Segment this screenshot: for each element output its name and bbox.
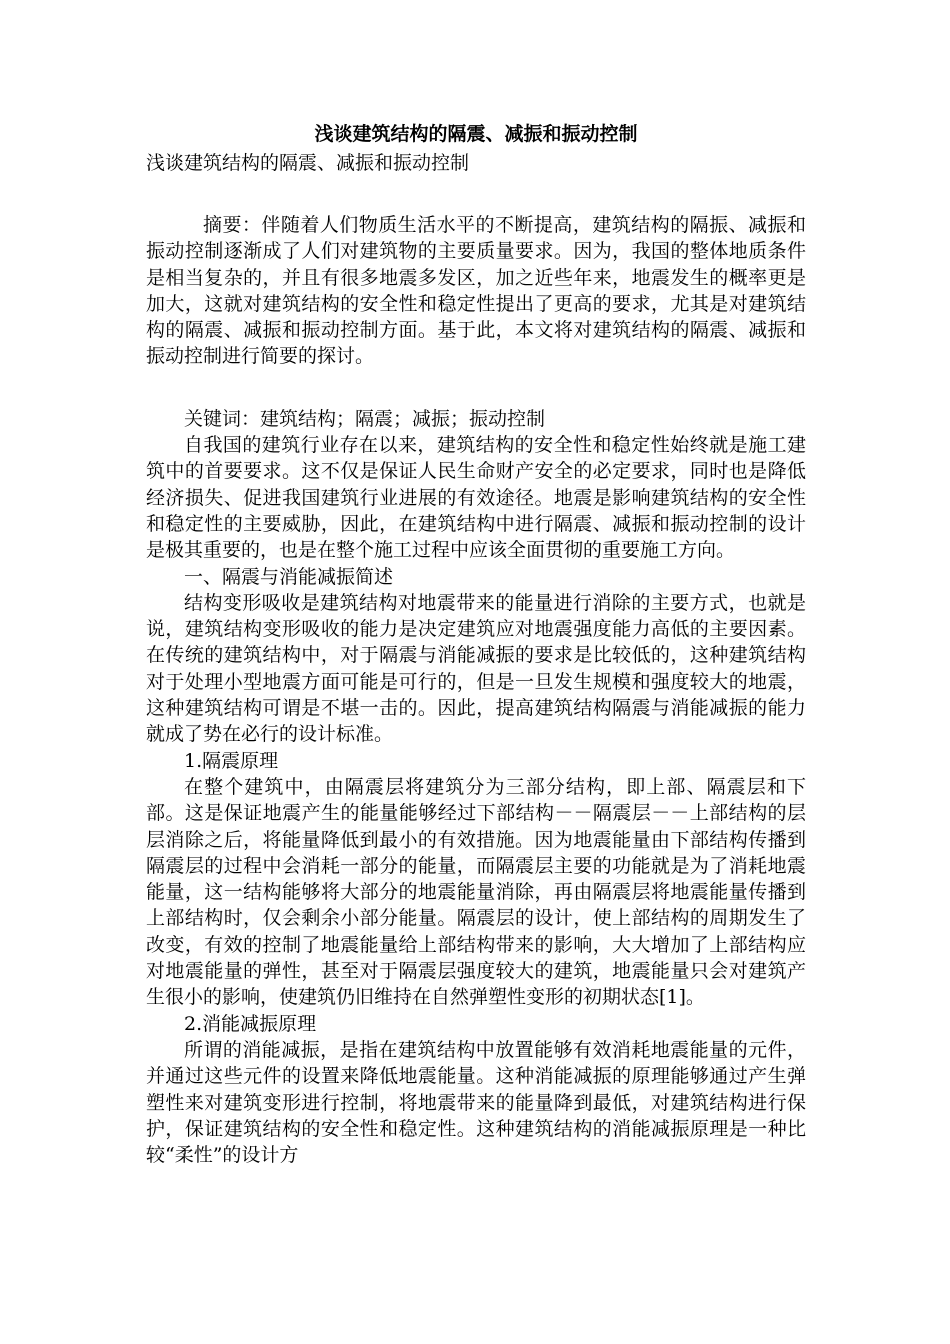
subsection-heading: 2.消能减振原理 — [184, 1012, 317, 1035]
keywords-line: 关键词：建筑结构；隔震；减振；振动控制 — [184, 407, 546, 430]
document-subtitle: 浅谈建筑结构的隔震、减振和振动控制 — [146, 152, 470, 174]
spacer — [146, 370, 806, 406]
section-heading: 一、隔震与消能减振简述 — [184, 565, 394, 588]
intro-paragraph: 自我国的建筑行业存在以来，建筑结构的安全性和稳定性始终就是施工建筑中的首要要求。这不仅是保证人民生命财产安全的必定要求，同时也是降低经济损失、促进我国建筑行业进展的有效途径。地震是影响建筑结构的安全性和稳定性的主要威胁，因此，在建筑结构中进行隔震、减振和振动控制的设计是极其重要的，也是在整个施工过程中应该全面贯彻的重要施工方向。 — [146, 434, 806, 562]
subsection-heading: 1.隔震原理 — [184, 749, 279, 772]
spacer — [146, 176, 806, 212]
section-paragraph: 结构变形吸收是建筑结构对地震带来的能量进行消除的主要方式，也就是说，建筑结构变形吸收的能力是决定建筑应对地震强度能力高低的主要因素。在传统的建筑结构中，对于隔震与消能减振的要求是比较低的，这种建筑结构对于处理小型地震方面可能是可行的，但是一旦发生规模和强度较大的地震，这种建筑结构可谓是不堪一击的。因此，提高建筑结构隔震与消能减振的能力就成了势在必行的设计标准。 — [146, 591, 806, 746]
abstract-paragraph: 摘要：伴随着人们物质生活水平的不断提高，建筑结构的隔振、减振和振动控制逐渐成了人们对建筑物的主要质量要求。因为，我国的整体地质条件是相当复杂的，并且有很多地震多发区，加之近些年来，地震发生的概率更是加大，这就对建筑结构的安全性和稳定性提出了更高的要求，尤其是对建筑结构的隔震、减振和振动控制方面。基于此，本文将对建筑结构的隔震、减振和振动控制进行简要的探讨。 — [146, 214, 806, 368]
document-page — [146, 118, 806, 1168]
subsection-paragraph: 在整个建筑中，由隔震层将建筑分为三部分结构，即上部、隔震层和下部。这是保证地震产生的能量能够经过下部结构－－隔震层－－上部结构的层层消除之后，将能量降低到最小的有效措施。因为地震能量由下部结构传播到隔震层的过程中会消耗一部分的能量，而隔震层主要的功能就是为了消耗地震能量，这一结构能够将大部分的地震能量消除，再由隔震层将地震能量传播到上部结构时，仅会剩余小部分能量。隔震层的设计，使上部结构的周期发生了改变，有效的控制了地震能量给上部结构带来的影响，大大增加了上部结构应对地震能量的弹性，甚至对于隔震层强度较大的建筑，地震能量只会对建筑产生很小的影响，使建筑仍旧维持在自然弹塑性变形的初期状态[1]。 — [146, 775, 806, 1009]
subsection-paragraph: 所谓的消能减振，是指在建筑结构中放置能够有效消耗地震能量的元件，并通过这些元件的设置来降低地震能量。这种消能减振的原理能够通过产生弹塑性来对建筑变形进行控制，将地震带来的能量降到最低，对建筑结构进行保护，保证建筑结构的安全性和稳定性。这种建筑结构的消能减振原理是一种比较“柔性”的设计方 — [146, 1038, 806, 1167]
document-title: 浅谈建筑结构的隔震、减振和振动控制 — [314, 123, 638, 145]
